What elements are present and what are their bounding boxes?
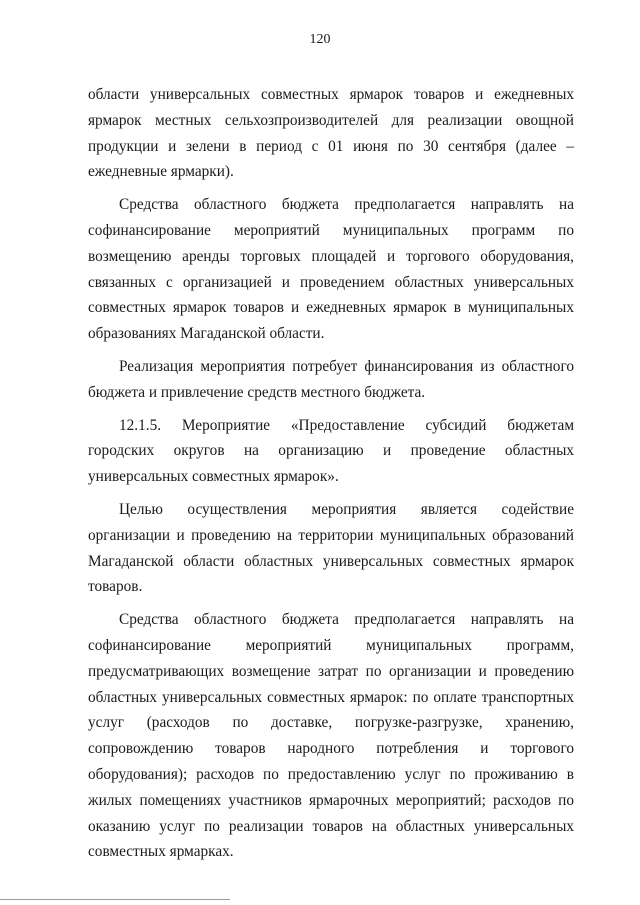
paragraph-cofinancing: Средства областного бюджета предполагается направлять на софинансирование мероприятий муниципальных программ, предусматривающих возмещение затрат по организации и проведению областных универсальных совместных ярмарок: по оплате транспортных услуг (расходов по доставке, погрузке-разгрузке, хранению, сопровождению товаров народного потребления и торгового оборудования); расходов по предоставлению услуг по проживанию в жилых помещениях участников ярмарочных мероприятий; расходов по оказанию услуг по реализации товаров на областных универсальных совместных ярмарках. bbox=[88, 611, 574, 861]
paragraph-measure-12-1-5: 12.1.5. Мероприятие «Предоставление субсидий бюджетам городских округов на организацию и проведение областных универсальных совместных ярмарок». bbox=[88, 416, 574, 486]
paragraph-financing: Реализация мероприятия потребует финансирования из областного бюджета и привлечение средств местного бюджета. bbox=[88, 357, 574, 401]
paragraph-purpose: Целью осуществления мероприятия является содействие организации и проведению на территории муниципальных образований Магаданской области областных универсальных совместных ярмарок товаров. bbox=[88, 500, 574, 596]
document-body bbox=[88, 82, 574, 872]
footer-divider bbox=[0, 899, 230, 900]
paragraph-budget-funds: Средства областного бюджета предполагается направлять на софинансирование мероприятий муниципальных программ по возмещению аренды торговых площадей и торгового оборудования, связанных с организацией и проведением областных универсальных совместных ярмарок товаров и ежедневных ярмарок в муниципальных образованиях Магаданской области. bbox=[88, 196, 574, 343]
page-number: 120 bbox=[309, 32, 331, 47]
paragraph-continuation: области универсальных совместных ярмарок товаров и ежедневных ярмарок местных сельхозпроизводителей для реализации овощной продукции и зелени в период с 01 июня по 30 сентября (далее – ежедневные ярмарки). bbox=[88, 86, 574, 181]
